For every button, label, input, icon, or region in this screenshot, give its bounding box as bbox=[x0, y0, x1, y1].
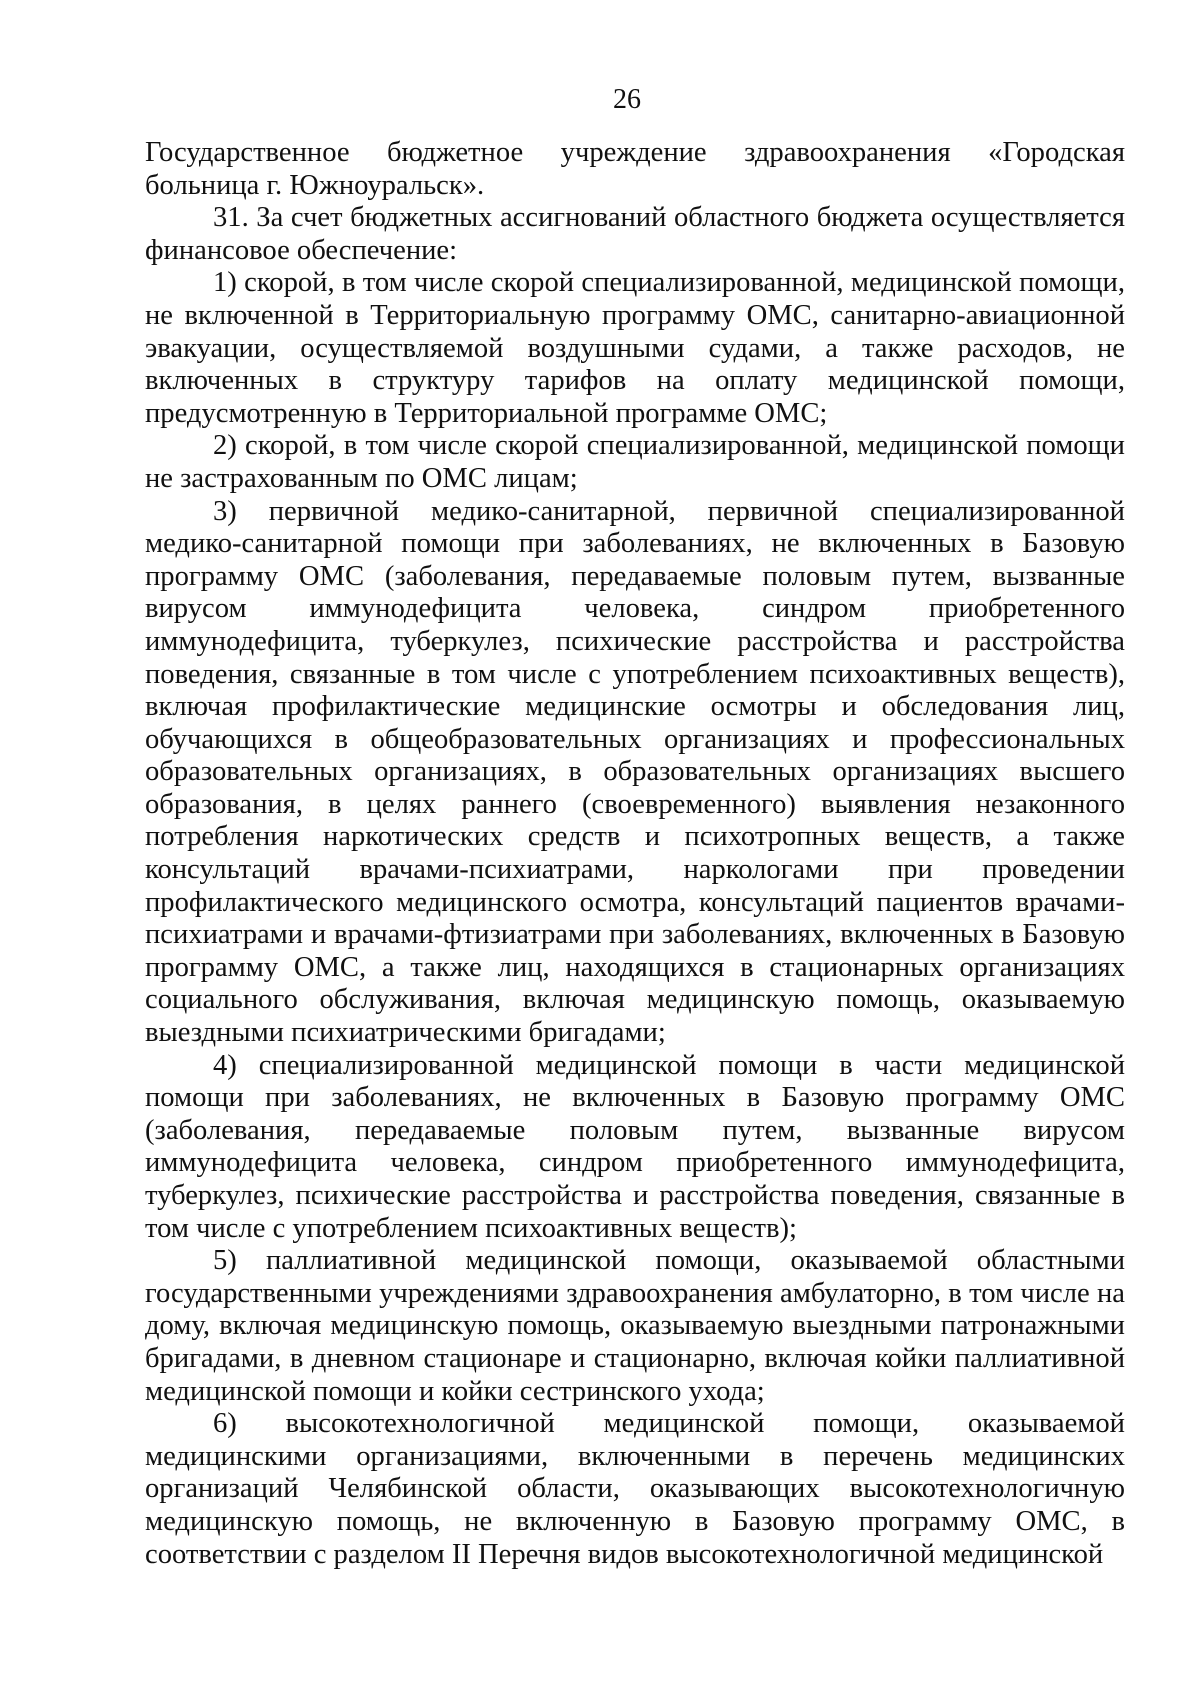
paragraph-subitem-5: 5) паллиативной медицинской помощи, оказываемой областными государственными учреждениями здравоохранения амбулаторно, в том числе на дому, включая медицинскую помощь, оказываемую выездными патронажными бригадами, в дневном стационаре и стационарно, включая койки паллиативной медицинской помощи и койки сестринского ухода; bbox=[145, 1245, 1125, 1407]
paragraph-subitem-4: 4) специализированной медицинской помощи в части медицинской помощи при заболеваниях, не включенных в Базовую программу ОМС (заболевания, передаваемые половым путем, вызванные вирусом иммунодефицита человека, синдром приобретенного иммунодефицита, туберкулез, психические расстройства и расстройства поведения, связанные в том числе с употреблением психоактивных веществ); bbox=[145, 1049, 1125, 1244]
paragraph-item-31: 31. За счет бюджетных ассигнований областного бюджета осуществляется финансовое обеспечение: bbox=[145, 202, 1125, 266]
paragraph-subitem-1: 1) скорой, в том числе скорой специализированной, медицинской помощи, не включенной в Территориальную программу ОМС, санитарно-авиационной эвакуации, осуществляемой воздушными судами, а также расходов, не включенных в структуру тарифов на оплату медицинской помощи, предусмотренную в Территориальной программе ОМС; bbox=[145, 267, 1125, 429]
paragraph-subitem-3: 3) первичной медико-санитарной, первичной специализированной медико-санитарной помощи при заболеваниях, не включенных в Базовую программу ОМС (заболевания, передаваемые половым путем, вызванные вирусом иммунодефицита человека, синдром приобретенного иммунодефицита, туберкулез, психические расстройства и расстройства поведения, связанные в том числе с употреблением психоактивных веществ), включая профилактические медицинские осмотры и обследования лиц, обучающихся в общеобразовательных организациях и профессиональных образовательных организациях, в образовательных организациях высшего образования, в целях раннего (своевременного) выявления незаконного потребления наркотических средств и психотропных веществ, а также консультаций врачами-психиатрами, наркологами при проведении профилактического медицинского осмотра, консультаций пациентов врачами-психиатрами и врачами-фтизиатрами при заболеваниях, включенных в Базовую программу ОМС, а также лиц, находящихся в стационарных организациях социального обслуживания, включая медицинскую помощь, оказываемую выездными психиатрическими бригадами; bbox=[145, 495, 1125, 1049]
paragraph-subitem-6: 6) высокотехнологичной медицинской помощи, оказываемой медицинскими организациями, включенными в перечень медицинских организаций Челябинской области, оказывающих высокотехнологичную медицинскую помощь, не включенную в Базовую программу ОМС, в соответствии с разделом II Перечня видов высокотехнологичной медицинской bbox=[145, 1408, 1125, 1570]
paragraph-institution-name: Государственное бюджетное учреждение здравоохранения «Городская больница г. Южноуральск». bbox=[145, 137, 1125, 201]
paragraph-subitem-2: 2) скорой, в том числе скорой специализированной, медицинской помощи не застрахованным по ОМС лицам; bbox=[145, 430, 1125, 494]
document-body bbox=[145, 137, 1125, 1571]
page-number: 26 bbox=[613, 84, 641, 115]
